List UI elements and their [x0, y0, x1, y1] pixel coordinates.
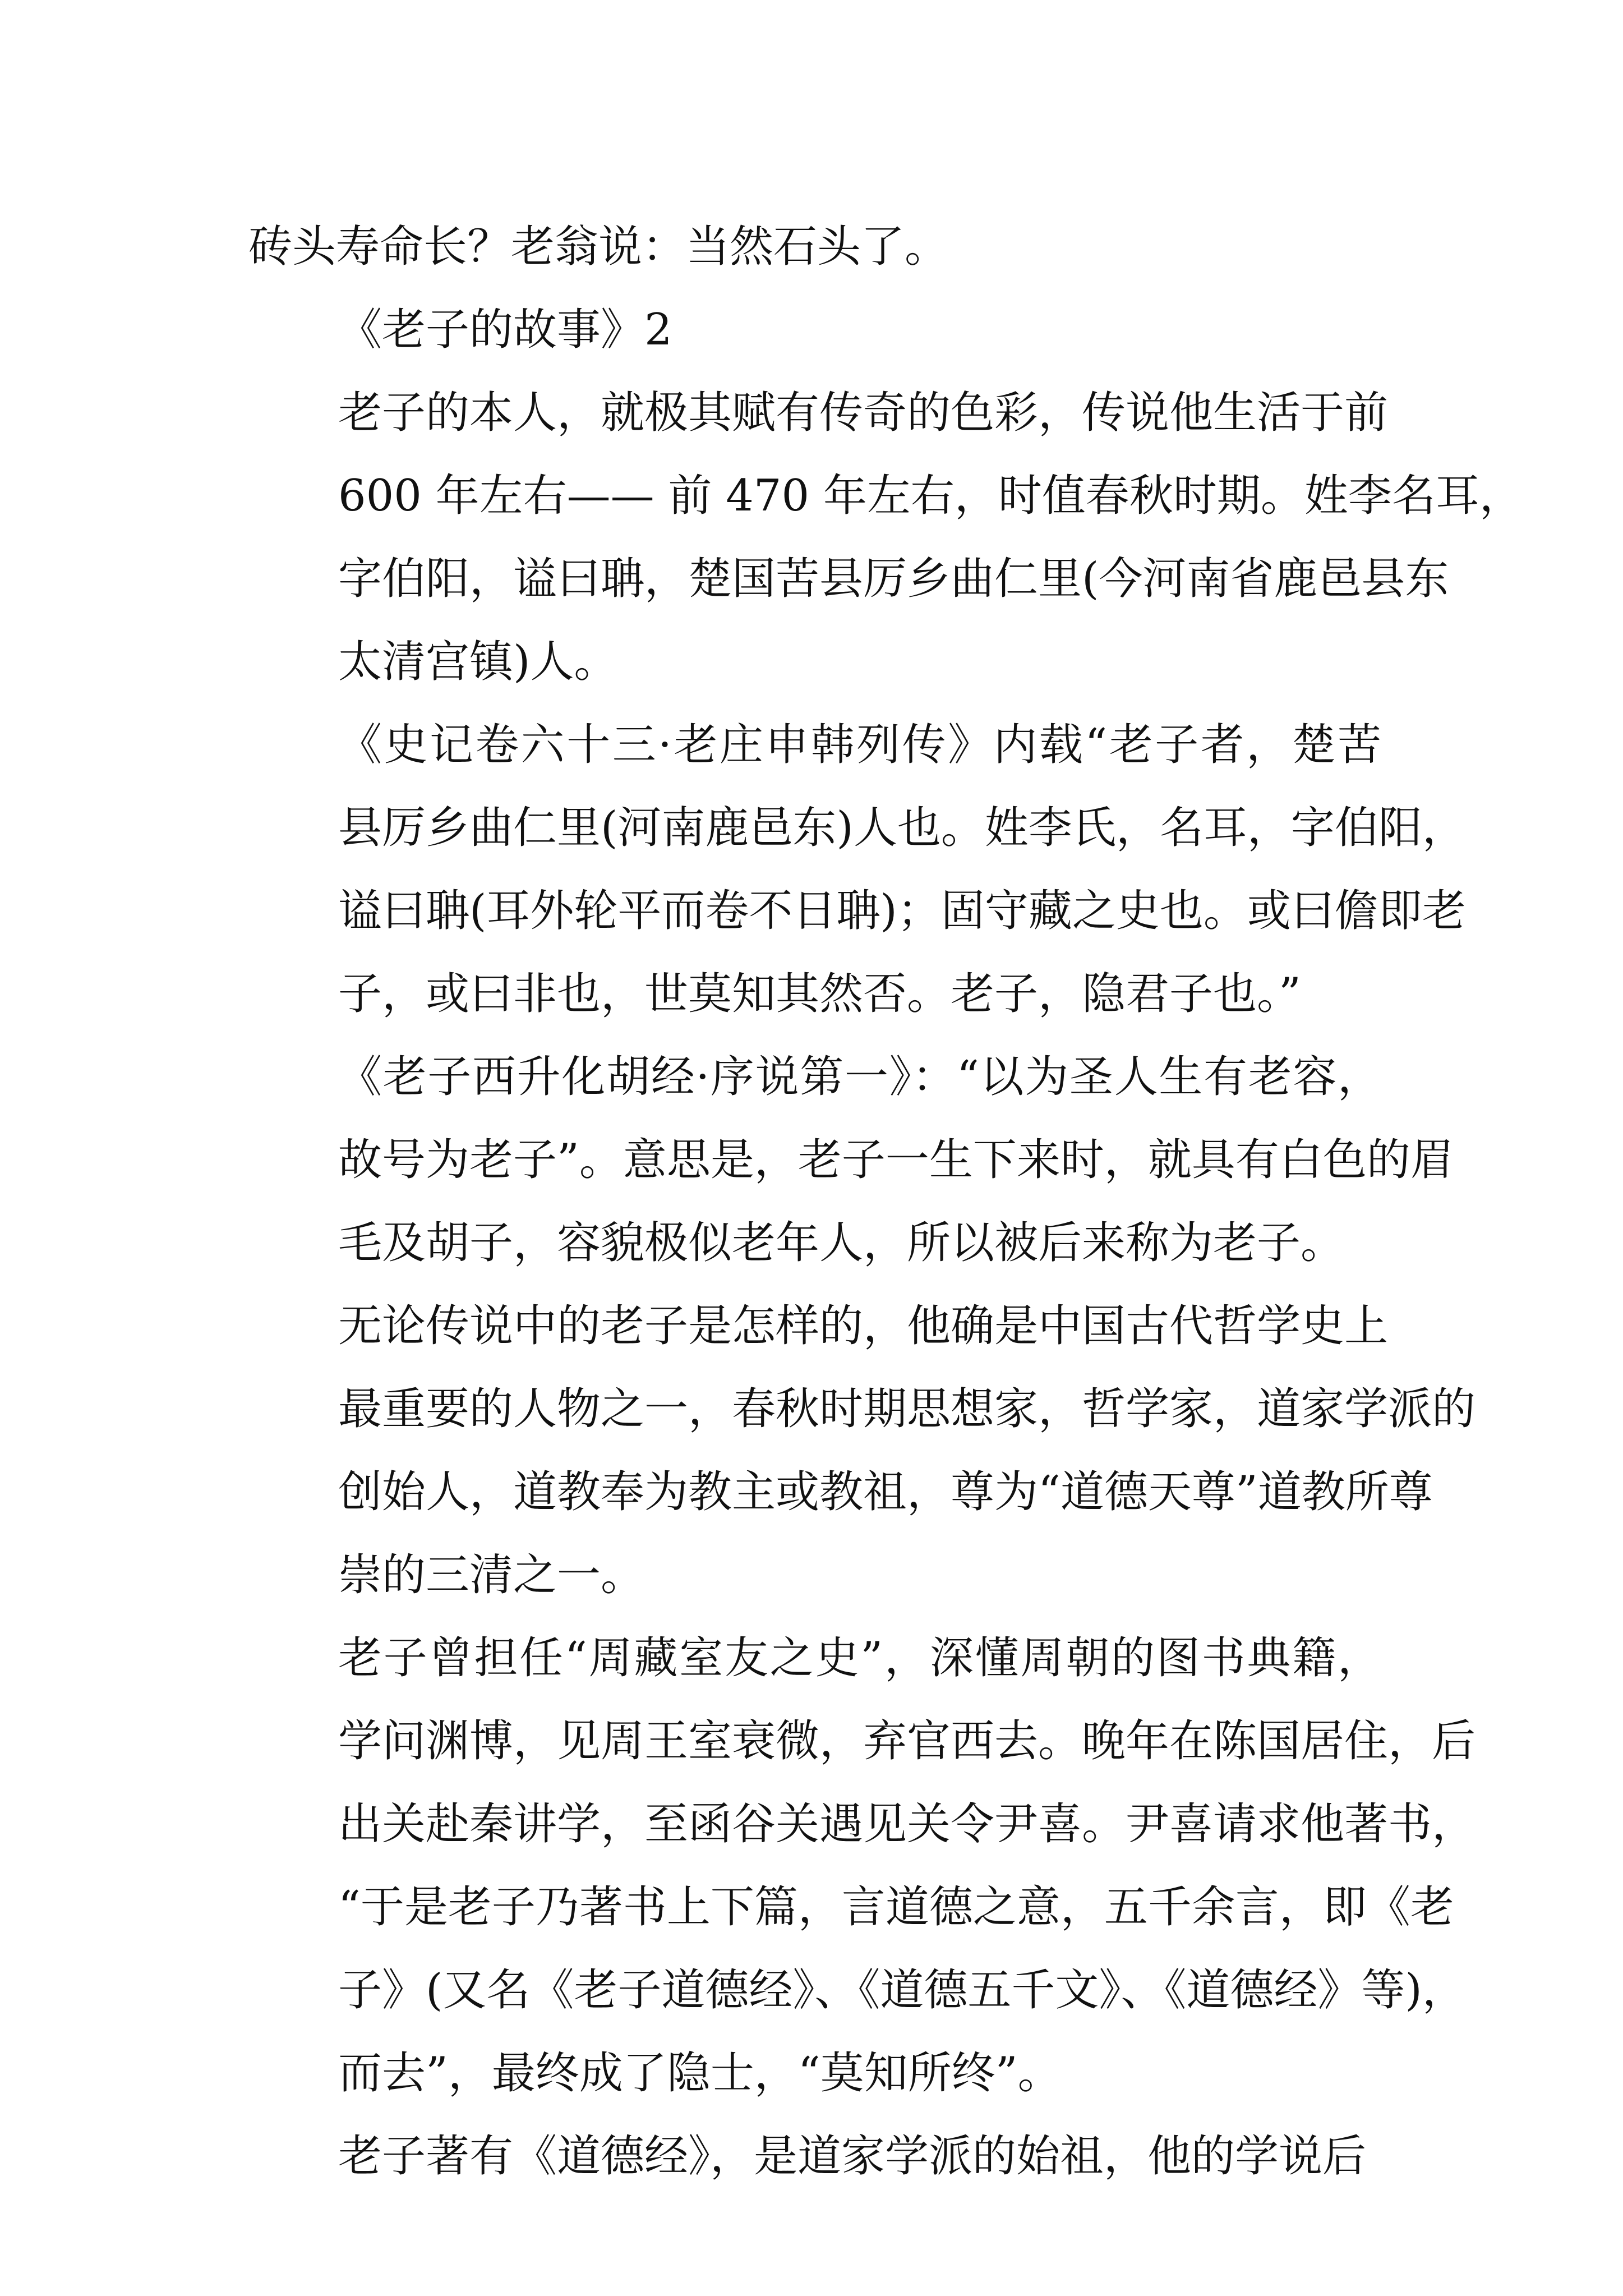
- text-line: 《史记卷六十三·老庄申韩列传》内载“老子者，楚苦: [338, 720, 1381, 770]
- paragraph: [248, 703, 1466, 1036]
- text-line: 老子的本人，就极其赋有传奇的色彩，传说他生活于前: [338, 388, 1389, 438]
- text-line: 老子曾担任“周藏室友之史”，深懂周朝的图书典籍，: [338, 1633, 1381, 1683]
- text-line: 毛及胡子，容貌极似老年人，所以被后来称为老子。: [338, 1218, 1345, 1268]
- text-line: 太清宫镇)人。: [338, 637, 618, 687]
- document-body: [248, 205, 1523, 2198]
- text-line: 字伯阳，谥曰聃，楚国苦县厉乡曲仁里(今河南省鹿邑县东: [338, 554, 1449, 604]
- paragraph: [248, 288, 1381, 371]
- text-line: 《老子的故事》2: [338, 305, 672, 355]
- paragraph: [248, 205, 1381, 288]
- text-line: 学问渊博，见周王室衰微，弃官西去。晚年在陈国居住，后: [338, 1716, 1476, 1766]
- text-line: 《老子西升化胡经·序说第一》：“以为圣人生有老容，: [338, 1052, 1381, 1102]
- paragraph: [248, 2115, 1381, 2198]
- text-line: 崇的三清之一。: [338, 1550, 645, 1600]
- text-line: 最重要的人物之一，春秋时期思想家，哲学家，道家学派的: [338, 1384, 1476, 1434]
- text-line: 县厉乡曲仁里(河南鹿邑东)人也。姓李氏，名耳，字伯阳，: [338, 803, 1466, 853]
- text-line: 出关赴秦讲学，至函谷关遇见关令尹喜。尹喜请求他著书，: [338, 1799, 1476, 1849]
- text-line: 砖头寿命长？老翁说：当然石头了。: [248, 222, 949, 272]
- paragraph: [248, 1036, 1454, 1285]
- text-line: 老子著有《道德经》，是道家学派的始祖，他的学说后: [338, 2131, 1367, 2182]
- text-line: 故号为老子”。意思是，老子一生下来时，就具有白色的眉: [338, 1135, 1454, 1185]
- paragraph: [248, 1617, 1476, 2115]
- text-line: 子，或曰非也，世莫知其然否。老子，隐君子也。”: [338, 969, 1301, 1019]
- text-line: 创始人，道教奉为教主或教祖，尊为“道德天尊”道教所尊: [338, 1467, 1433, 1517]
- text-line: 谥曰聃(耳外轮平而卷不日聃)；固守藏之史也。或曰儋即老: [338, 886, 1466, 936]
- paragraph: [248, 1285, 1476, 1617]
- text-line: 而去”，最终成了隐士，“莫知所终”。: [338, 2048, 1062, 2099]
- text-line: “于是老子乃著书上下篇，言道德之意，五千余言，即《老: [338, 1882, 1454, 1932]
- text-line: 无论传说中的老子是怎样的，他确是中国古代哲学史上: [338, 1301, 1389, 1351]
- text-line: 子》(又名《老子道德经》、《道德五千文》、《道德经》等)，: [338, 1965, 1466, 2016]
- text-line: 600 年左右—— 前 470 年左右，时值春秋时期。姓李名耳，: [338, 471, 1523, 521]
- paragraph: [248, 371, 1523, 703]
